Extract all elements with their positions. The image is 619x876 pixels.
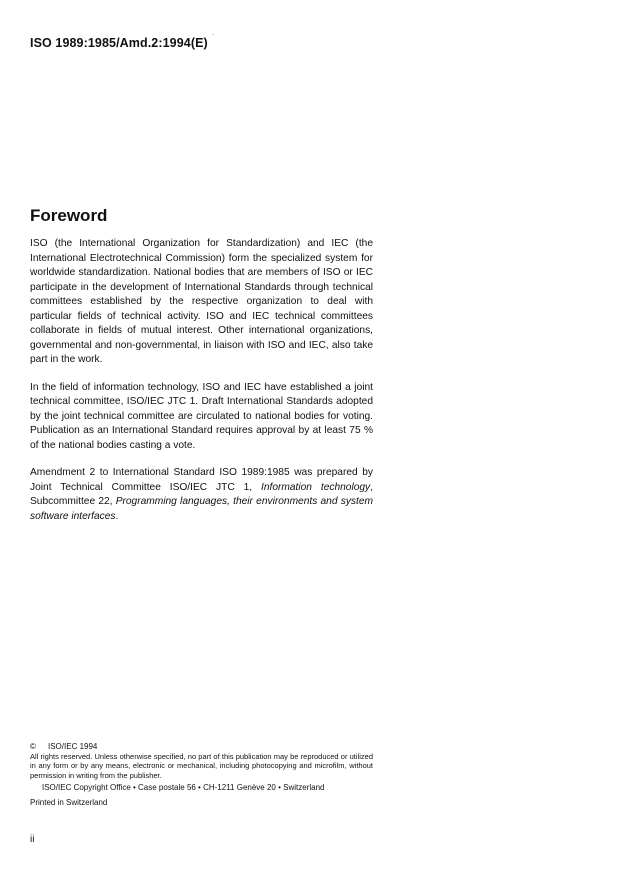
- foreword-paragraph-1: ISO (the International Organization for Standardization) and IEC (the International Electrotechnical Commission) form the specialized system for worldwide standardization. National bodies that are members of ISO or IEC participate in the development of International Standards through technical committees established by the respective organization to deal with particular fields of technical activity. ISO and IEC technical committees collaborate in fields of mutual interest. Other international organizations, governmental and non-governmental, in liaison with ISO and IEC, also take part in the work.: [30, 238, 373, 365]
- committee-title: Information technology: [261, 481, 371, 493]
- paragraph-3-text: Amendment 2 to International Standard ISO 1989:1985 was prepared by Joint Technical Committee ISO/IEC JTC 1,: [30, 467, 373, 493]
- rights-statement: All rights reserved. Unless otherwise specified, no part of this publication may be reproduced or utilized in any form or by any means, electronic or mechanical, including photocopying and microfilm, without permission in writing from the publisher.: [30, 752, 373, 780]
- subcommittee-title: Programming languages, their environments and system software interfaces: [30, 496, 373, 522]
- copyright-block: [30, 742, 373, 808]
- foreword-paragraph-2: In the field of information technology, ISO and IEC have established a joint technical committee, ISO/IEC JTC 1. Draft International Standards adopted by the joint technical committee are circulated to national bodies for voting. Publication as an International Standard requires approval by at least 75 % of the national bodies casting a vote.: [30, 381, 373, 451]
- foreword-heading: Foreword: [30, 206, 108, 225]
- copyright-line: [30, 742, 373, 752]
- scan-mark: [212, 34, 214, 35]
- copyright-office: ISO/IEC Copyright Office • Case postale 56 • CH-1211 Genève 20 • Switzerland: [42, 783, 325, 793]
- foreword-body: [30, 237, 373, 524]
- paragraph-3-middle: , Subcommittee 22,: [30, 481, 373, 507]
- page-number: ii: [30, 834, 35, 845]
- document-identifier: ISO 1989:1985/Amd.2:1994(E): [30, 36, 208, 50]
- copyright-symbol: ©: [30, 742, 36, 751]
- foreword-paragraph-3: [30, 466, 373, 524]
- paragraph-3-end: .: [115, 510, 119, 522]
- copyright-holder: ISO/IEC 1994: [48, 742, 98, 751]
- printed-location: Printed in Switzerland: [30, 798, 108, 808]
